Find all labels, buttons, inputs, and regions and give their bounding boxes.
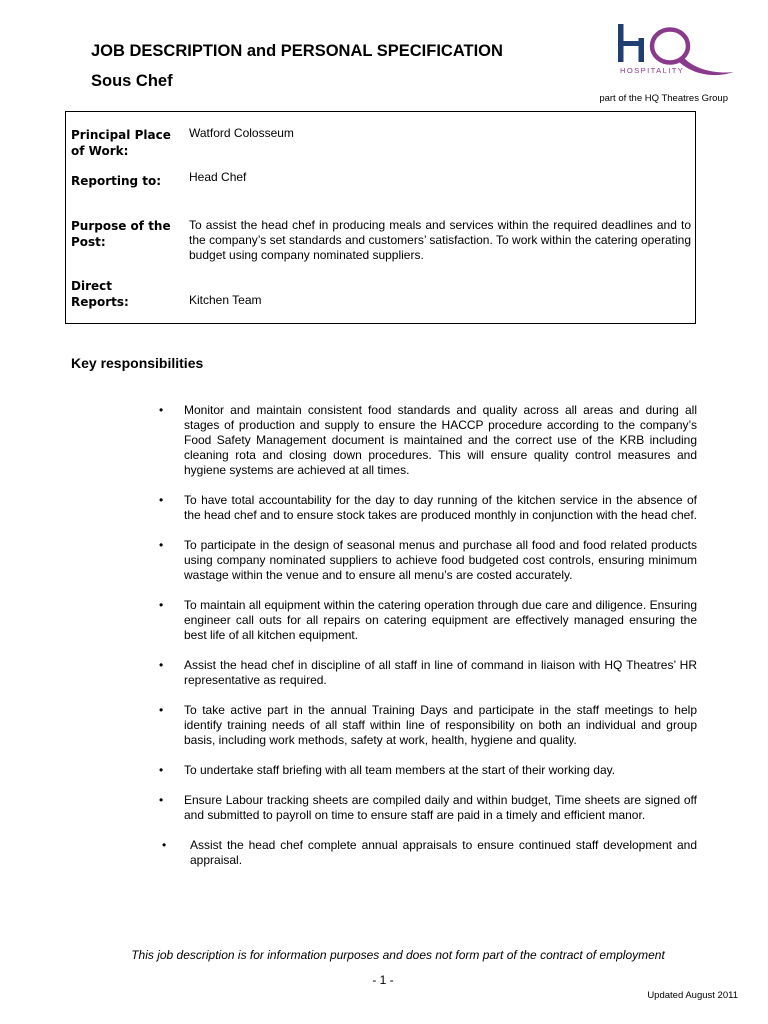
hq-hospitality-logo <box>612 20 736 84</box>
responsibility-text: Monitor and maintain consistent food standards and quality across all areas and during all stages of production and supply to ensure the HACCP procedure according to the company’s Food Safety Management document is maintained and the correct use of the KRB including cleaning rota and closing down procedures. This will ensure quality control measures and hygiene systems are achieved at all times. <box>184 403 697 477</box>
responsibility-text: To maintain all equipment within the catering operation through due care and diligence. Ensuring engineer call outs for all repairs on catering equipment are effectively managed ensuring the best life of all kitchen equipment. <box>184 598 697 642</box>
page-number: - 1 - <box>372 973 394 987</box>
logo-h-right-stem <box>639 38 645 62</box>
list-item <box>159 658 697 688</box>
list-item <box>159 598 697 643</box>
responsibility-text: Assist the head chef in discipline of all staff in line of command in liaison with HQ Theatres’ HR representative as required. <box>184 658 697 687</box>
bullet: • <box>159 658 164 672</box>
list-item <box>159 703 697 748</box>
logo-q-ring <box>652 30 688 63</box>
updated-date: Updated August 2011 <box>647 990 738 1001</box>
bullet: • <box>159 763 164 777</box>
bullet: • <box>159 703 164 717</box>
bullet: • <box>159 538 164 552</box>
purpose-value: To assist the head chef in producing meals and services within the required deadlines and to the company’s set standards and customers’ satisfaction. To work within the catering operating budget using company nominated suppliers. <box>189 218 691 262</box>
logo-wordmark: HOSPITALITY <box>620 66 685 75</box>
responsibility-text: To have total accountability for the day to day running of the kitchen service in the absence of the head chef and to ensure stock takes are produced monthly in conjunction with the head chef. <box>184 493 697 522</box>
post-details-table <box>65 111 696 324</box>
bullet: • <box>162 838 167 852</box>
reporting-to-label: Reporting to: <box>71 174 162 188</box>
direct-reports-value: Kitchen Team <box>189 293 262 307</box>
principal-place-value: Watford Colosseum <box>189 126 294 140</box>
list-item <box>159 403 697 478</box>
list-item <box>159 493 697 523</box>
responsibility-text: To participate in the design of seasonal menus and purchase all food and food related products using company nominated suppliers to achieve food budgeted cost controls, ensuring minimum wastage within the venue and to ensure all menu’s are costed accurately. <box>184 538 697 582</box>
disclaimer-note: This job description is for information purposes and does not form part of the contract of employment <box>131 948 665 962</box>
list-item <box>162 838 697 868</box>
responsibility-text: Assist the head chef complete annual appraisals to ensure continued staff development and appraisal. <box>190 838 697 867</box>
reporting-to-value: Head Chef <box>189 170 247 184</box>
direct-reports-label: Direct Reports: <box>71 279 129 309</box>
list-item <box>159 763 697 778</box>
bullet: • <box>159 793 164 807</box>
responsibility-text: Ensure Labour tracking sheets are compiled daily and within budget, Time sheets are signed off and submitted to payroll on time to ensure staff are paid in a timely and efficient manor. <box>184 793 697 822</box>
responsibility-text: To undertake staff briefing with all team members at the start of their working day. <box>184 763 616 777</box>
key-responsibilities-heading: Key responsibilities <box>71 355 204 371</box>
list-item <box>159 538 697 583</box>
group-note: part of the HQ Theatres Group <box>599 93 728 104</box>
responsibilities-list <box>159 403 697 883</box>
responsibility-text: To take active part in the annual Training Days and participate in the staff meetings to help identify training needs of all staff within line of responsibility on both an individual and group basis, including work methods, safety at work, health, hygiene and quality. <box>184 703 697 747</box>
bullet: • <box>159 403 164 417</box>
bullet: • <box>159 598 164 612</box>
job-title: Sous Chef <box>91 72 173 90</box>
list-item <box>159 793 697 823</box>
bullet: • <box>159 493 164 507</box>
document-title: JOB DESCRIPTION and PERSONAL SPECIFICATION <box>91 42 503 60</box>
logo-q-swoosh <box>676 58 734 75</box>
purpose-label: Purpose of the Post: <box>71 219 171 249</box>
principal-place-label: Principal Place of Work: <box>71 128 171 158</box>
